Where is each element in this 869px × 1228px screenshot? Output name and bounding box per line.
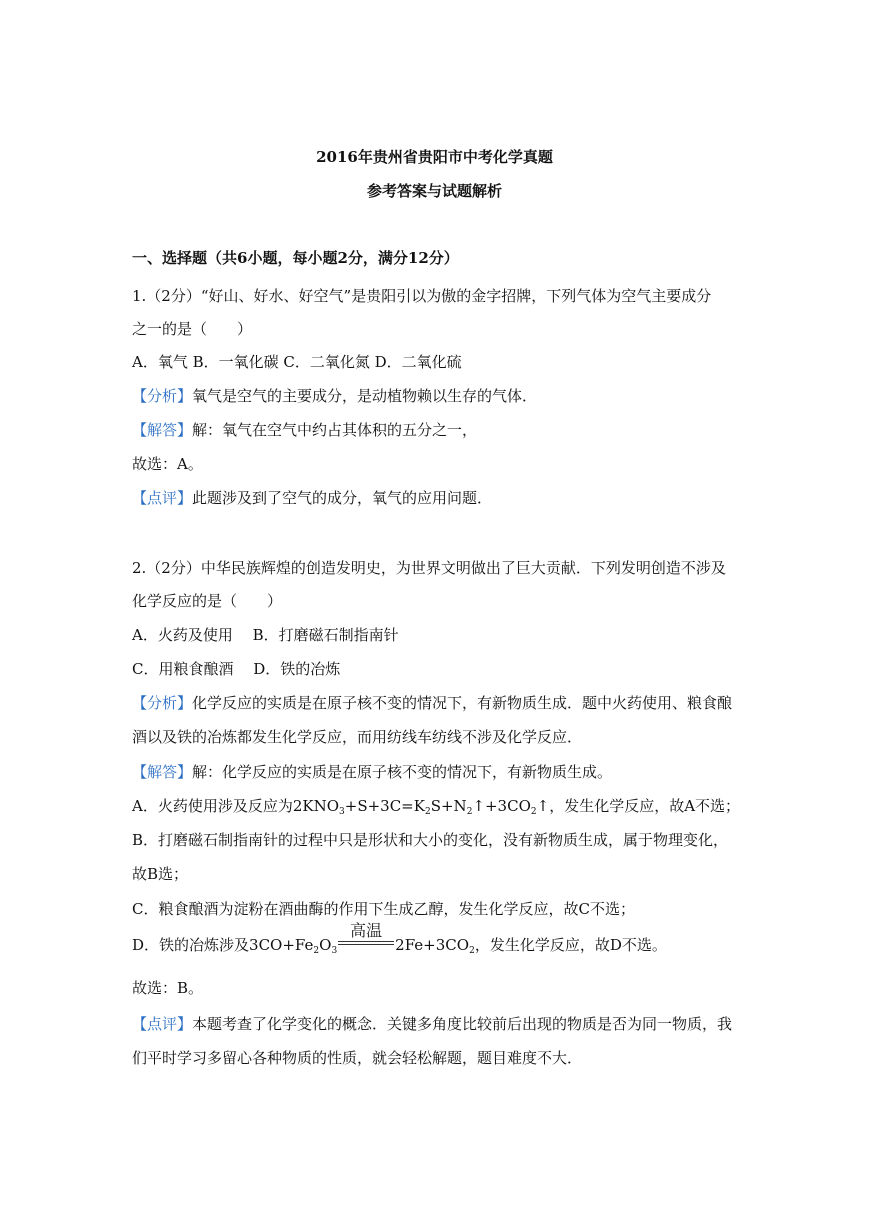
q2-line-d: [132, 921, 667, 956]
q2-solution-text: 解：化学反应的实质是在原子核不变的情况下，有新物质生成。: [192, 763, 613, 781]
solution-tag: 【解答】: [132, 421, 193, 439]
section-heading: 一、选择题（共6小题，每小题2分，满分12分）: [132, 249, 459, 267]
line-d-prefix: D．铁的冶炼涉及: [132, 936, 250, 954]
analysis-tag: 【分析】: [132, 694, 193, 712]
solution-tag: 【解答】: [132, 763, 193, 781]
page-title: 2016年贵州省贵阳市中考化学真题: [316, 148, 553, 166]
q2-answer: 故选：B。: [132, 979, 204, 997]
q1-options: A．氧气 B．一氧化碳 C．二氧化氮 D．二氧化硫: [132, 353, 462, 371]
line-d-suffix: ，发生化学反应，故D不选。: [474, 936, 667, 954]
q1-solution-text: 解：氧气在空气中约占其体积的五分之一，: [192, 421, 478, 439]
reaction-formula-d: $3CO+Fe_2O_3$ 高温 $2Fe+3CO_2$: [249, 936, 475, 954]
reaction-formula-a: $2KNO_3+S+3C=K_2S+N_2↑+3CO_2↑$: [292, 797, 550, 817]
comment-tag: 【点评】: [132, 489, 193, 507]
reaction-condition-arrow: [338, 921, 394, 950]
q1-comment-text: 此题涉及到了空气的成分，氧气的应用问题．: [192, 489, 493, 507]
q1-stem-line1: 1.（2分）“好山、好水、好空气”是贵阳引以为傲的金字招牌，下列气体为空气主要成分: [132, 287, 712, 305]
q2-line-b2: 故B选；: [132, 865, 189, 883]
q2-analysis-text: 化学反应的实质是在原子核不变的情况下，有新物质生成．题中火药使用、粮食酿: [192, 694, 733, 712]
reaction-condition-label: 高温: [350, 921, 383, 940]
q2-comment-line1: [132, 1013, 732, 1034]
q2-comment-line2: 们平时学习多留心各种物质的性质，就会轻松解题，题目难度不大．: [132, 1049, 583, 1067]
q2-options-line2: C．用粮食酿酒 D．铁的冶炼: [132, 660, 341, 678]
q2-line-c: C．粮食酿酒为淀粉在酒曲酶的作用下生成乙醇，发生化学反应，故C不选；: [132, 900, 635, 918]
q2-analysis-line1: [132, 692, 732, 713]
q1-comment: [132, 487, 492, 508]
q2-analysis-line2: 酒以及铁的冶炼都发生化学反应，而用纺线车纺线不涉及化学反应．: [132, 728, 583, 746]
comment-tag: 【点评】: [132, 1015, 193, 1033]
q2-solution: [132, 761, 612, 782]
q2-line-a: [132, 795, 740, 816]
q1-answer: 故选：A。: [132, 455, 203, 473]
q1-analysis: [132, 385, 537, 406]
q2-comment-text: 本题考查了化学变化的概念．关键多角度比较前后出现的物质是否为同一物质，我: [192, 1015, 733, 1033]
analysis-tag: 【分析】: [132, 387, 193, 405]
q2-stem-line1: 2.（2分）中华民族辉煌的创造发明史，为世界文明做出了巨大贡献．下列发明创造不涉及: [132, 559, 726, 577]
q2-line-b1: B．打磨磁石制指南针的过程中只是形状和大小的变化，没有新物质生成，属于物理变化，: [132, 831, 729, 849]
q1-solution: [132, 419, 477, 440]
line-a-prefix: A．火药使用涉及反应为: [132, 797, 293, 815]
q2-options-line1: A．火药及使用 B．打磨磁石制指南针: [132, 626, 399, 644]
q1-analysis-text: 氧气是空气的主要成分，是动植物赖以生存的气体．: [192, 387, 538, 405]
line-a-suffix: ，发生化学反应，故A不选；: [549, 797, 741, 815]
page-subtitle: 参考答案与试题解析: [366, 182, 502, 200]
q1-stem-line2: 之一的是（ ）: [132, 320, 253, 338]
q2-stem-line2: 化学反应的是（ ）: [132, 592, 283, 610]
